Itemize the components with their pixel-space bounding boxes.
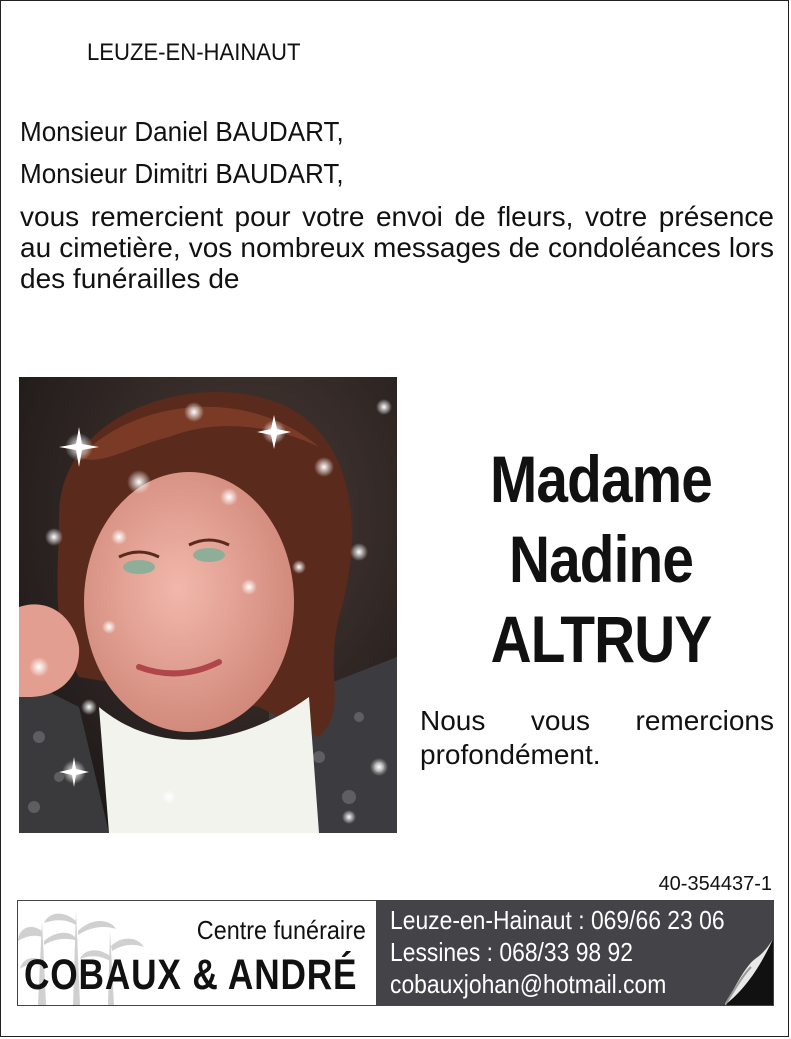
deceased-firstname: Nadine [508, 522, 694, 596]
reference-number: 40-354437-1 [658, 873, 772, 895]
thankers-list [20, 111, 774, 195]
contact-panel [376, 901, 773, 1005]
closing-text: Nous vous remercions profondément. [420, 705, 774, 770]
thanker-name: Monsieur Dimitri BAUDART, [20, 158, 344, 189]
thanks-paragraph: vous remercient pour votre envoi de fleurs, votre présence au cimetière, vos nombreux messages de condoléances lors des funérailles de [20, 201, 774, 294]
funeral-home-name: COBAUX & ANDRÉ [24, 951, 358, 999]
thanker-name: Monsieur Daniel BAUDART, [20, 116, 344, 147]
town-heading: LEUZE-EN-HAINAUT [87, 39, 301, 66]
deceased-name [431, 439, 771, 679]
portrait-photo [19, 377, 397, 833]
funeral-home-branding [18, 901, 376, 1005]
funeral-home-banner [17, 900, 774, 1006]
page-curl-icon [725, 939, 773, 1005]
contact-leuze-phone: Leuze-en-Hainaut : 069/66 23 06 [390, 905, 725, 935]
contact-email: cobauxjohan@hotmail.com [390, 969, 667, 999]
deceased-title: Madame [490, 442, 712, 516]
deceased-surname: ALTRUY [490, 602, 712, 676]
contact-lessines-phone: Lessines : 068/33 98 92 [390, 937, 633, 967]
funeral-home-label: Centre funéraire [196, 915, 366, 945]
